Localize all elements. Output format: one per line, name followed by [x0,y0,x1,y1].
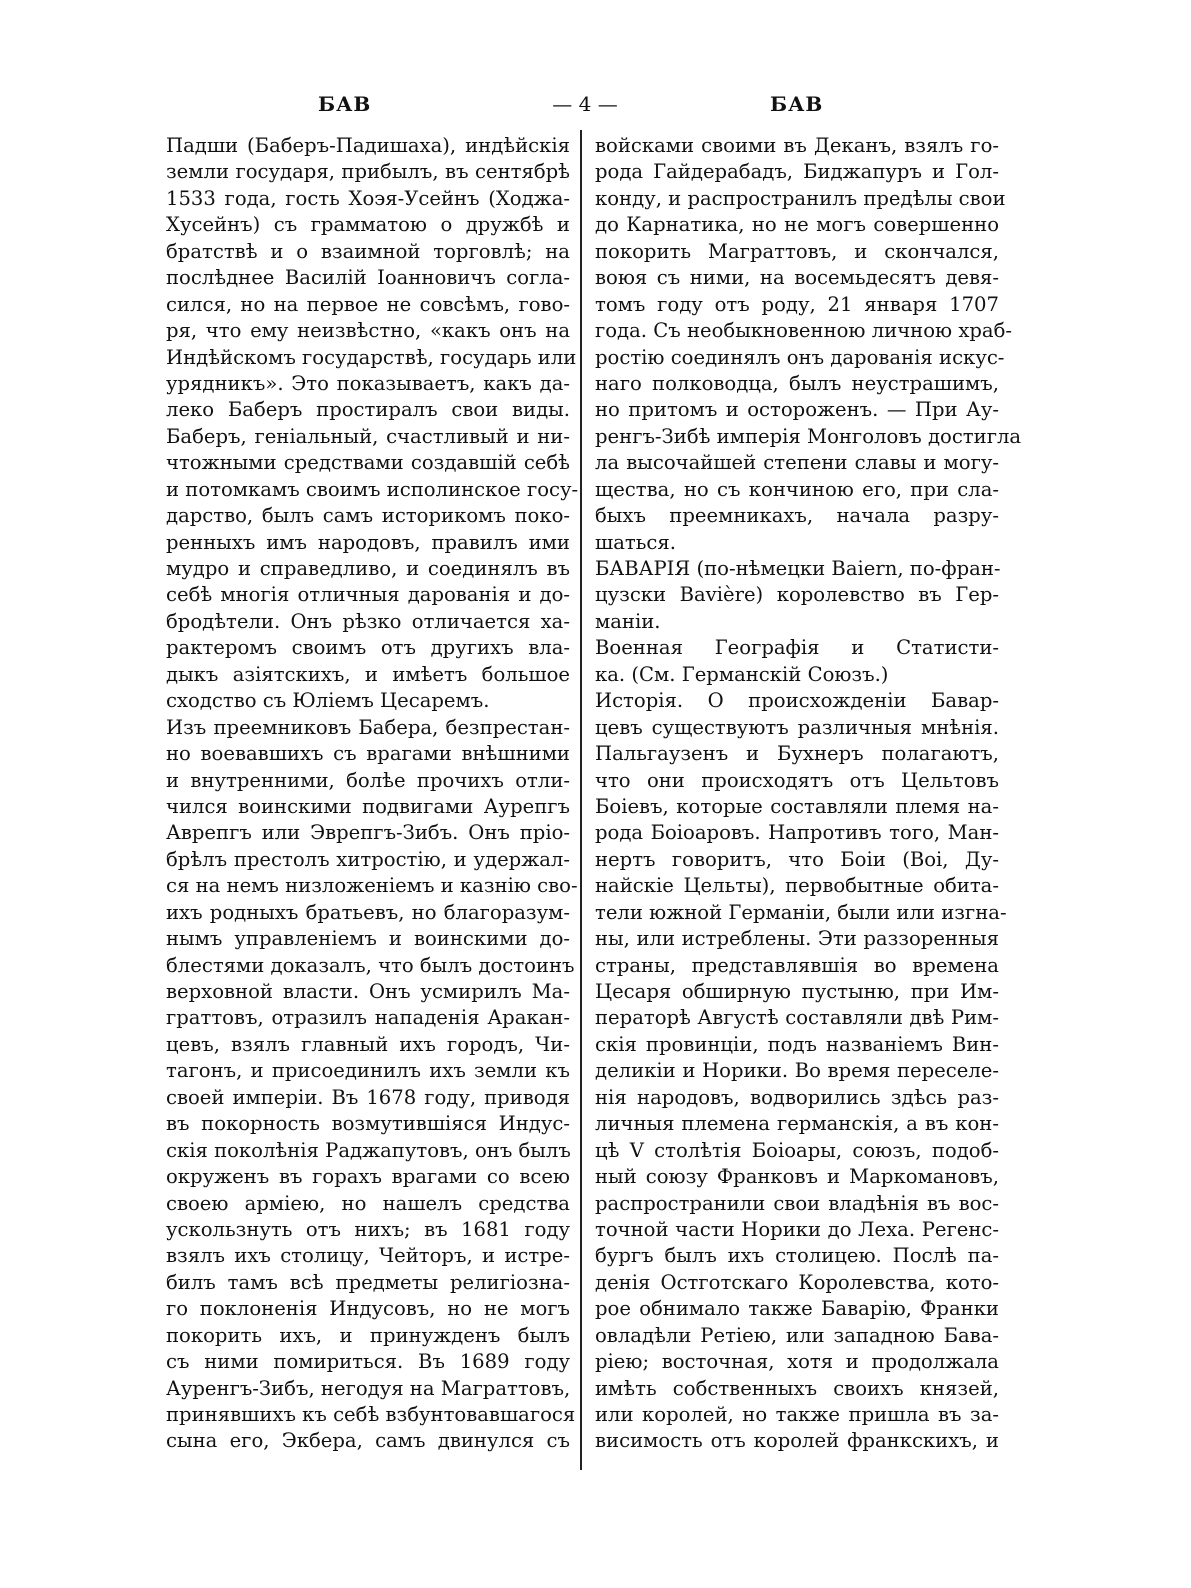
text-line: себѣ многія отличныя дарованія и до- [166,583,570,607]
text-line: го поклоненія Индусовъ, но не могъ [166,1297,570,1321]
text-line: Баберъ, геніальный, счастливый и ни- [166,424,570,448]
text-line: щества, но съ кончиною его, при сла- [595,477,999,501]
text-line: братствѣ и о взаимной торговлѣ; на [166,239,570,263]
running-header [140,92,1040,122]
text-line: въ покорность возмутившіяся Индус- [166,1112,570,1136]
text-line: но воевавшихъ съ врагами внѣшними [166,742,570,766]
text-line: верховной власти. Онъ усмирилъ Ма- [166,980,570,1003]
text-line: своею арміею, но нашелъ средства [166,1191,570,1215]
text-line: войсками своими въ Деканъ, взялъ го- [595,134,999,157]
text-line: скія провинціи, подъ названіемъ Вин- [595,1032,999,1056]
text-line: БАВАРІЯ (по-нѣмецки Baiern, по-фран- [595,557,1001,580]
text-line: нія народовъ, водворились здѣсь раз- [595,1085,999,1109]
text-line: Индѣйскомъ государствѣ, государь или [166,345,577,369]
text-line: Хусейнъ) съ грамматою о дружбѣ и [166,213,570,237]
text-line: шаться. [595,530,676,554]
text-line: Исторія. О происхожденіи Бавар- [595,689,999,713]
text-line: съ ними помириться. Въ 1689 году [166,1350,570,1374]
text-line: Изъ преемниковъ Бабера, безпрестан- [166,715,570,739]
text-line: взялъ ихъ столицу, Чейторъ, и истре- [166,1244,570,1268]
page-number: — 4 — [552,92,618,116]
text-line: цевъ существуютъ различныя мнѣнія. [595,715,999,739]
text-line: ріею; восточная, хотя и продолжала [595,1350,999,1374]
text-line: и потомкамъ своимъ исполинское госу- [166,477,579,501]
text-line: тагонъ, и присоединилъ ихъ земли къ [166,1059,570,1083]
column-divider [580,130,582,1470]
text-line: денія Остготскаго Королевства, кото- [595,1270,999,1294]
text-line: цѣ V столѣтія Боіоары, союзъ, подоб- [595,1138,999,1162]
text-line: воюя съ ними, на восемьдесятъ девя- [595,266,999,290]
text-line: послѣднее Василій Іоанновичъ согла- [166,266,570,290]
text-line: рода Гайдерабадъ, Биджапуръ и Гол- [595,160,999,184]
text-line: рода Боіоаровъ. Напротивъ того, Ман- [595,821,999,845]
text-line: сился, но на первое не совсѣмъ, гово- [166,292,570,316]
text-line: рое обнимало также Баварію, Франки [595,1297,999,1321]
text-line: ся на немъ низложеніемъ и казнію сво- [166,874,578,898]
text-line: овладѣли Ретіею, или западною Бава- [595,1323,999,1347]
text-line: своей имперіи. Въ 1678 году, приводя [166,1085,570,1109]
right-column [595,133,1022,1455]
text-line: или королей, но также пришла въ за- [595,1403,999,1426]
text-line: мудро и справедливо, и соединялъ въ [166,557,570,580]
text-line: принявшихъ къ себѣ взбунтовавшагося [166,1403,576,1426]
text-line: маніи. [595,609,661,633]
text-line: блестями доказалъ, что былъ достоинъ [166,953,575,977]
text-line: окруженъ въ горахъ врагами со всею [166,1165,570,1189]
left-column [166,133,579,1455]
text-line: ренныхъ имъ народовъ, правилъ ими [166,530,570,554]
text-line: урядникъ». Это показываетъ, какъ да- [166,371,570,395]
text-line: точной части Норики до Леха. Регенс- [595,1217,999,1241]
text-line: тели южной Германіи, были или изгна- [595,900,1007,924]
text-line: ростію соединялъ онъ дарованія искус- [595,345,1005,369]
text-line: сына его, Экбера, самъ двинулся съ [166,1429,570,1453]
text-line: ла высочайшей степени славы и могу- [595,451,999,475]
text-line: земли государя, прибылъ, въ сентябрѣ [166,160,570,184]
text-line: нертъ говоритъ, что Боіи (Boi, Ду- [595,847,999,871]
text-line: бродѣтели. Онъ рѣзко отличается ха- [166,609,570,633]
text-line: цевъ, взялъ главный ихъ городъ, Чи- [166,1032,570,1056]
text-line: сходство съ Юліемъ Цесаремъ. [166,689,490,713]
text-line: и внутренними, болѣе прочихъ отли- [166,768,570,792]
text-line: ны, или истреблены. Эти раззоренныя [595,927,999,951]
text-line: леко Баберъ простиралъ свои виды. [166,398,570,422]
text-line: ускользнуть отъ нихъ; въ 1681 году [166,1217,570,1241]
text-line: рактеромъ своимъ отъ другихъ вла- [166,636,570,660]
text-line: ператорѣ Августѣ составляли двѣ Рим- [595,1006,999,1030]
text-line: ный союзу Франковъ и Маркомановъ, [595,1165,999,1189]
text-line: Аврепгъ или Эврепгъ-Зибъ. Онъ прio- [166,821,570,845]
text-line: дарство, былъ самъ историкомъ поко- [166,504,570,528]
header-right-catchword: БАВ [770,92,824,116]
text-line: чтожными средствами создавшій себѣ [166,451,570,475]
text-line: Пальгаузенъ и Бухнеръ полагаютъ, [595,742,999,766]
text-line: покорить Маграттовъ, и скончался, [595,239,999,263]
text-line: нымъ управленіемъ и воинскими до- [166,927,570,951]
text-line: но притомъ и остороженъ. — При Ау- [595,398,999,422]
text-line: личныя племена германскія, а въ кон- [595,1112,999,1136]
text-line: что они происходятъ отъ Цельтовъ [595,768,999,792]
text-line: покорить ихъ, и принужденъ былъ [166,1323,570,1347]
text-line: страны, представлявшія во времена [595,953,999,977]
text-line: имѣть собственныхъ своихъ князей, [595,1376,999,1400]
text-line: до Карнатика, но не могъ совершенно [595,213,999,237]
text-line: ря, что ему неизвѣстно, «какъ онъ на [166,319,570,343]
text-line: 1533 года, гость Хоэя-Усейнъ (Ходжа- [166,186,570,210]
text-line: Военная Географія и Статисти- [595,636,999,660]
text-line: Боіевъ, которые составляли племя на- [595,794,999,818]
text-line: цузски Bavière) королевство въ Гер- [595,583,999,607]
text-line: дыкъ азіятскихъ, и имѣетъ большое [166,662,570,686]
text-line: распространили свои владѣнія въ вос- [595,1191,999,1215]
text-line: брѣлъ престолъ хитростію, и удержал- [166,847,570,871]
text-line: ка. (См. Германскій Союзъ.) [595,662,889,686]
text-line: наго полководца, былъ неустрашимъ, [595,371,999,395]
text-line: конду, и распространилъ предѣлы свои [595,186,1006,210]
text-line: томъ году отъ роду, 21 января 1707 [595,292,999,316]
text-line: билъ тамъ всѣ предметы религіозна- [166,1270,570,1294]
text-line: быхъ преемникахъ, начала разру- [595,504,999,528]
header-left-catchword: БАВ [318,92,372,116]
text-line: деликіи и Норики. Во время переселе- [595,1059,999,1083]
text-line: скія поколѣнія Раджапутовъ, онъ былъ [166,1138,571,1162]
text-line: ихъ родныхъ братьевъ, но благоразум- [166,900,570,924]
text-line: Цесаря обширную пустыню, при Им- [595,980,999,1003]
text-line: Ауренгъ-Зибъ, негодуя на Маграттовъ, [166,1376,571,1400]
text-line: года. Съ необыкновенною личною храб- [595,319,1013,343]
text-line: бургъ былъ ихъ столицею. Послѣ па- [595,1244,999,1268]
text-line: висимость отъ королей франкскихъ, и [595,1429,999,1453]
text-line: граттовъ, отразилъ нападенія Аракан- [166,1006,570,1030]
text-line: Падши (Баберъ-Падишаха), индѣйскія [166,134,570,157]
text-line: чился воинскими подвигами Аурепгъ [166,794,570,818]
text-line: ренгъ-Зибѣ имперія Монголовъ достигла [595,424,1022,448]
text-line: найскіе Цельты), первобытные обита- [595,874,999,898]
